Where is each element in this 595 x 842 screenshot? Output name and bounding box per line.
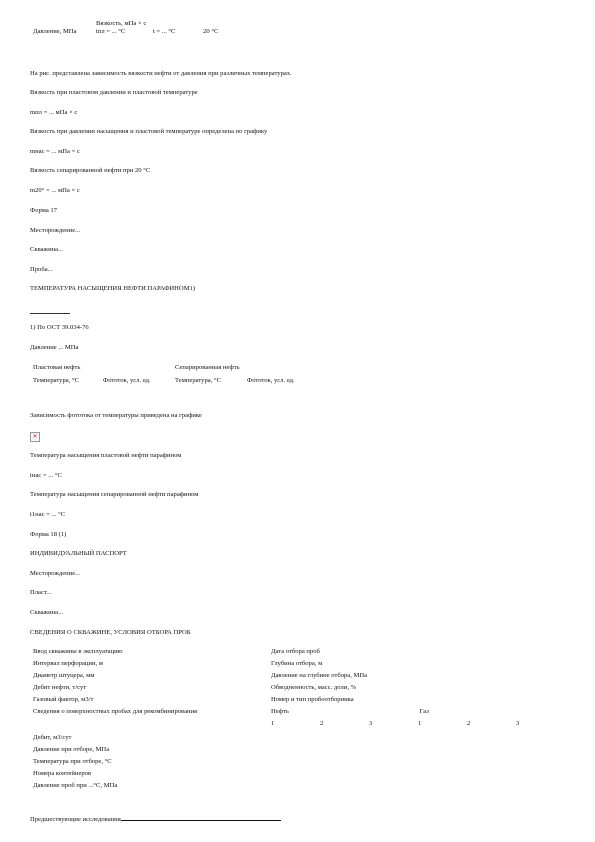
previous-studies-line	[30, 814, 281, 824]
text-line: Вязкость при давлении насыщения и пластовой температуре определена по графику	[30, 128, 268, 135]
well-info-left: Ввод скважины в эксплуатацию	[33, 648, 123, 655]
pressure-label: Давление ... МПа	[30, 344, 79, 351]
column-header: Фототок, усл. ед.	[103, 376, 151, 384]
table-row	[33, 364, 295, 372]
table-row	[33, 708, 519, 720]
recombination-numbers	[271, 720, 519, 732]
well-info-left: Сведения о поверхностных пробах для рекомбинирования	[33, 708, 198, 715]
blank-line	[121, 814, 281, 821]
well-info-left: Диаметр штуцера, мм	[33, 672, 95, 679]
well-info-left: Интервал перфорации, м	[33, 660, 103, 667]
recombination-columns	[271, 708, 519, 720]
form-number: Форма 18 (1)	[30, 531, 67, 538]
gas-col-1: 1	[418, 720, 422, 727]
viscosity-label: Вязкость, мПа × с	[96, 20, 147, 27]
well-info-left: Дебит, м3/сут	[33, 734, 72, 741]
paraffin-table	[33, 364, 295, 384]
group-header-separated-oil: Сепарированная нефть	[175, 364, 240, 371]
sample-label: Проба...	[30, 266, 53, 273]
section-title: ТЕМПЕРАТУРА НАСЫЩЕНИЯ НЕФТИ ПАРАФИНОМ1)	[30, 285, 196, 292]
col-reservoir-temp: tпл = ... °С	[96, 27, 126, 35]
oil-col-1: 1	[271, 720, 275, 727]
text-line: На рис. представлена зависимость вязкости нефти от давления при различных температурах.	[30, 70, 292, 77]
col-temp: t = ... °С	[152, 27, 176, 35]
well-info-left: Номера контейнеров	[33, 770, 92, 777]
text-line: Температура насыщения пластовой нефти парафином	[30, 452, 182, 459]
well-info-table	[33, 648, 519, 794]
text-line: Зависимость фототока от температуры приведена на графике	[30, 412, 202, 419]
column-header: Фототок, усл. ед.	[247, 376, 295, 384]
section-title: ИНДИВИДУАЛЬНЫЙ ПАСПОРТ	[30, 550, 127, 557]
footnote: 1) По ОСТ 39.034-76	[30, 324, 89, 331]
table-row	[33, 732, 519, 746]
well-info-right: Дата отбора проб	[271, 648, 320, 655]
table-row	[33, 696, 519, 708]
text-line: mпл = ... мПа × с	[30, 109, 78, 116]
table-row	[33, 372, 295, 385]
oil-label: Нефть	[271, 708, 289, 715]
formation-label: Пласт...	[30, 589, 52, 596]
well-info-right: Обводненность, масс. доли, %	[271, 684, 357, 691]
col-20: 20 °С	[203, 27, 219, 35]
text-line: t1нас = ... °С	[30, 511, 66, 518]
table-row	[33, 648, 519, 660]
well-info-right: Номер и тип пробоотборника	[271, 696, 354, 703]
gas-label: Газ	[419, 708, 429, 715]
table-row	[33, 720, 519, 732]
gas-col-2: 2	[467, 720, 471, 727]
field-label: Месторождение...	[30, 227, 81, 234]
table-row	[33, 672, 519, 684]
oil-col-2: 2	[320, 720, 324, 727]
well-info-right: Давление на глубине отбора, МПа	[271, 672, 368, 679]
empty-cell	[33, 720, 271, 732]
text-line: m20° = ... мПа × с	[30, 187, 80, 194]
well-label: Скважина...	[30, 609, 64, 616]
well-info-left: Дебит нефти, т/сут	[33, 684, 87, 691]
table-row	[33, 758, 519, 770]
section-title: СВЕДЕНИЯ О СКВАЖИНЕ, УСЛОВИЯ ОТБОРА ПРОБ	[30, 629, 191, 636]
well-info-right: Глубина отбора, м	[271, 660, 323, 667]
table-row	[33, 770, 519, 782]
well-info-left: Давление проб при ...°С, МПа	[33, 782, 118, 789]
table-row	[33, 660, 519, 672]
text-line: tнас = ... °С	[30, 472, 62, 479]
text-line: Вязкость сепарированной нефти при 20 °С	[30, 167, 151, 174]
pressure-axis-label: Давление, МПа	[33, 28, 77, 35]
well-info-left: Газовый фактор, м3/т	[33, 696, 94, 703]
gas-col-3: 3	[516, 720, 520, 727]
footnote-divider	[30, 313, 70, 314]
form-number: Форма 17	[30, 207, 57, 214]
well-label: Скважина...	[30, 246, 64, 253]
field-label: Месторождение...	[30, 570, 81, 577]
viscosity-columns	[96, 28, 244, 36]
group-header-reservoir-oil: Пластовая нефть	[33, 364, 81, 371]
broken-image-icon: ✕	[30, 432, 40, 442]
table-row	[33, 684, 519, 696]
column-header: Температура, °С	[33, 376, 80, 384]
table-row	[33, 782, 519, 794]
well-info-left: Давление при отборе, МПа	[33, 746, 110, 753]
column-header: Температура, °С	[175, 376, 222, 384]
text-line: Вязкость при пластовом давлении и пластовой температуре	[30, 89, 198, 96]
text-line: mнас = ... мПа × с	[30, 148, 80, 155]
previous-studies-label: Предшествующие исследования	[30, 816, 121, 823]
viscosity-header	[96, 20, 244, 35]
text-line: Температура насыщения сепарированной нефти парафином	[30, 491, 199, 498]
well-info-left: Температура при отборе, °С	[33, 758, 112, 765]
oil-col-3: 3	[369, 720, 373, 727]
table-row	[33, 746, 519, 758]
